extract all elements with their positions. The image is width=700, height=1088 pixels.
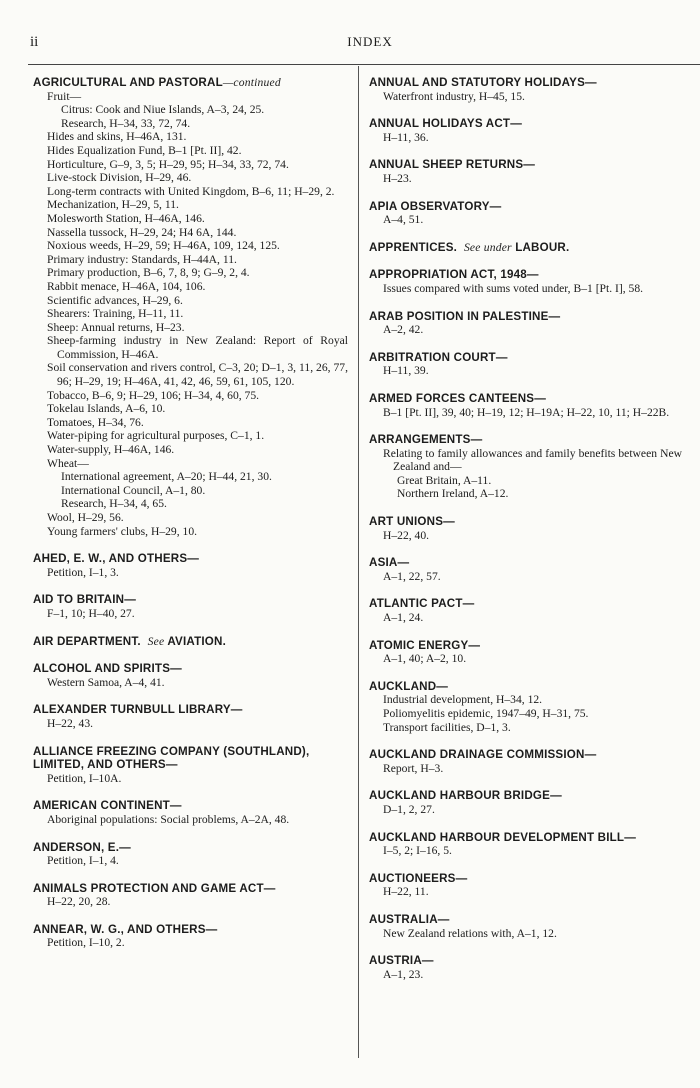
entry-heading: ANIMALS PROTECTION AND GAME ACT— (33, 881, 276, 895)
subentry: Primary industry: Standards, H–44A, 11. (47, 252, 237, 266)
index-entry (369, 241, 682, 255)
entry-heading (369, 241, 682, 255)
cross-reference-target: LABOUR. (515, 240, 570, 254)
entry-heading: ARBITRATION COURT— (369, 350, 508, 364)
subentry: B–1 [Pt. II], 39, 40; H–19, 12; H–19A; H–22, 10, 11; H–22B. (383, 405, 670, 419)
subentry: Wheat— (47, 456, 89, 470)
subentry: Petition, I–10, 2. (47, 936, 125, 950)
subentry: International Council, A–1, 80. (61, 483, 206, 497)
index-entry (369, 872, 682, 899)
index-entry (33, 923, 348, 950)
subentry: Great Britain, A–11. (397, 473, 492, 487)
entry-heading: ARAB POSITION IN PALESTINE— (369, 309, 561, 323)
index-entry (369, 556, 682, 583)
subentry: Nassella tussock, H–29, 24; H4 6A, 144. (47, 225, 237, 239)
subentry: Molesworth Station, H–46A, 146. (47, 211, 205, 225)
index-entry (369, 76, 682, 103)
subentry: Petition, I–1, 4. (47, 854, 119, 868)
index-entry (369, 392, 682, 419)
index-entry (33, 841, 348, 868)
index-entry (369, 117, 682, 144)
subentry: Transport facilities, D–1, 3. (383, 720, 511, 734)
running-head: INDEX (347, 34, 393, 49)
index-entry (369, 748, 682, 775)
column-divider (358, 66, 359, 1058)
index-entry (369, 158, 682, 185)
subentry: H–23. (383, 171, 412, 185)
subentry: Noxious weeds, H–29, 59; H–46A, 109, 124, 125. (47, 239, 280, 253)
entry-heading: ARMED FORCES CANTEENS— (369, 391, 547, 405)
index-entry (369, 639, 682, 666)
index-entry (33, 799, 348, 826)
subentry: Petition, I–10A. (47, 771, 122, 785)
index-entry (369, 789, 682, 816)
subentry: International agreement, A–20; H–44, 21, 30. (61, 470, 272, 484)
entry-heading: ANNUAL HOLIDAYS ACT— (369, 117, 523, 131)
subentry: Scientific advances, H–29, 6. (47, 293, 183, 307)
subentry: Aboriginal populations: Social problems, A–2A, 48. (47, 812, 290, 826)
entry-heading: AUCKLAND DRAINAGE COMMISSION— (369, 748, 597, 762)
subentry: Northern Ireland, A–12. (397, 487, 509, 501)
subentry: Young farmers' clubs, H–29, 10. (47, 524, 198, 538)
heading-text: AIR DEPARTMENT. (33, 634, 141, 648)
subentry: Shearers: Training, H–11, 11. (47, 307, 184, 321)
subentry: Sheep-farming industry in New Zealand: Report of Royal Commission, H–46A. (47, 334, 348, 361)
entry-heading: ALLIANCE FREEZING COMPANY (SOUTHLAND), LIMITED, AND OTHERS— (33, 744, 310, 772)
index-entry (369, 515, 682, 542)
subentry: I–5, 2; I–16, 5. (383, 844, 452, 858)
subentry: Water-supply, H–46A, 146. (47, 443, 175, 457)
index-entry (369, 831, 682, 858)
left-column (33, 76, 348, 950)
subentry: Industrial development, H–34, 12. (383, 693, 543, 707)
cross-reference-target: AVIATION. (167, 634, 227, 648)
index-entry (369, 954, 682, 981)
page-number: ii (30, 34, 39, 50)
subentry: Rabbit menace, H–46A, 104, 106. (47, 279, 206, 293)
index-entry (369, 351, 682, 378)
subentry: Fruit— (47, 89, 82, 103)
subentry: A–1, 22, 57. (383, 569, 441, 583)
entry-heading: ANDERSON, E.— (33, 840, 131, 854)
heading-text: APPRENTICES. (369, 240, 458, 254)
subentry: Tokelau Islands, A–6, 10. (47, 402, 166, 416)
subentry: H–11, 36. (383, 130, 429, 144)
entry-heading: ANNEAR, W. G., AND OTHERS— (33, 922, 218, 936)
subentry: H–11, 39. (383, 364, 429, 378)
entry-heading: AUCKLAND HARBOUR DEVELOPMENT BILL— (369, 830, 637, 844)
index-entry (33, 76, 348, 538)
entry-heading: AUCKLAND HARBOUR BRIDGE— (369, 789, 562, 803)
subentry: H–22, 40. (383, 528, 430, 542)
subentry: Report, H–3. (383, 761, 444, 775)
index-entry (33, 745, 348, 786)
subentry: D–1, 2, 27. (383, 802, 435, 816)
subentry: Tomatoes, H–34, 76. (47, 415, 144, 429)
entry-heading: ANNUAL SHEEP RETURNS— (369, 158, 536, 172)
subentry: H–22, 11. (383, 885, 429, 899)
entry-heading: APIA OBSERVATORY— (369, 199, 502, 213)
index-entry (33, 882, 348, 909)
entry-heading: AID TO BRITAIN— (33, 593, 137, 607)
subentry: Relating to family allowances and family benefits between New Zealand and— (383, 446, 682, 474)
subentry: A–1, 40; A–2, 10. (383, 652, 467, 666)
entry-heading: ARRANGEMENTS— (369, 433, 483, 447)
subentry: Citrus: Cook and Niue Islands, A–3, 24, 25. (61, 103, 265, 117)
subentry: H–22, 43. (47, 716, 94, 730)
entry-heading (33, 635, 348, 649)
subentry: Research, H–34, 33, 72, 74. (61, 116, 191, 130)
entry-heading: AHED, E. W., AND OTHERS— (33, 552, 200, 566)
subentry: Research, H–34, 4, 65. (61, 497, 167, 511)
subentry: New Zealand relations with, A–1, 12. (383, 926, 557, 940)
index-entry (369, 680, 682, 734)
index-entry (369, 310, 682, 337)
entry-heading: APPROPRIATION ACT, 1948— (369, 268, 539, 282)
index-entry (369, 433, 682, 501)
entry-heading: AUCTIONEERS— (369, 871, 468, 885)
entry-heading: AUSTRIA— (369, 954, 434, 968)
heading-text: AGRICULTURAL AND PASTORAL (33, 76, 223, 89)
subentry: A–2, 42. (383, 323, 424, 337)
subentry: Hides and skins, H–46A, 131. (47, 130, 187, 144)
see-reference: See (147, 634, 165, 648)
entry-heading (33, 76, 348, 90)
index-entry (33, 703, 348, 730)
subentry: Western Samoa, A–4, 41. (47, 675, 165, 689)
subentry: Tobacco, B–6, 9; H–29, 106; H–34, 4, 60, 75. (47, 388, 260, 402)
index-entry (369, 200, 682, 227)
continued-note: —continued (222, 76, 281, 89)
subentry: F–1, 10; H–40, 27. (47, 606, 135, 620)
entry-heading: ART UNIONS— (369, 515, 455, 529)
entry-heading: ATOMIC ENERGY— (369, 638, 481, 652)
subentry: A–4, 51. (383, 213, 424, 227)
entry-heading: ATLANTIC PACT— (369, 597, 475, 611)
subentry: Primary production, B–6, 7, 8, 9; G–9, 2, 4. (47, 266, 250, 280)
subentry: Petition, I–1, 3. (47, 565, 119, 579)
subentry: Mechanization, H–29, 5, 11. (47, 198, 179, 212)
entry-heading: AUCKLAND— (369, 679, 449, 693)
subentry: H–22, 20, 28. (47, 895, 111, 909)
subentry: A–1, 23. (383, 967, 424, 981)
index-entry (369, 913, 682, 940)
entry-heading: AMERICAN CONTINENT— (33, 799, 182, 813)
subentry: Poliomyelitis epidemic, 1947–49, H–31, 75. (383, 707, 589, 720)
subentry: A–1, 24. (383, 611, 424, 625)
subentry: Water-piping for agricultural purposes, C–1, 1. (47, 429, 265, 443)
see-reference: See under (463, 240, 512, 254)
subentry: Waterfront industry, H–45, 15. (383, 89, 525, 103)
subentry: Long-term contracts with United Kingdom, B–6, 11; H–29, 2. (47, 184, 335, 198)
index-entry (369, 268, 682, 295)
index-entry (33, 662, 348, 689)
entry-heading: ANNUAL AND STATUTORY HOLIDAYS— (369, 76, 597, 89)
subentry: Sheep: Annual returns, H–23. (47, 320, 185, 334)
entry-heading: ASIA— (369, 556, 410, 570)
index-entry (33, 552, 348, 579)
subentry: Soil conservation and rivers control, C–3, 20; D–1, 3, 11, 26, 77, 96; H–29, 19; H–46A, 41, 42, 46, 59, 61, 105, 120. (47, 361, 348, 389)
right-column (369, 76, 682, 981)
entry-heading: ALCOHOL AND SPIRITS— (33, 662, 182, 676)
index-entry (369, 597, 682, 624)
subentry: Horticulture, G–9, 3, 5; H–29, 95; H–34, 33, 72, 74. (47, 157, 289, 171)
index-entry (33, 593, 348, 620)
entry-heading: AUSTRALIA— (369, 912, 450, 926)
entry-heading: ALEXANDER TURNBULL LIBRARY— (33, 703, 243, 717)
subentry: Wool, H–29, 56. (47, 511, 124, 524)
subentry: Hides Equalization Fund, B–1 [Pt. II], 42. (47, 143, 242, 157)
subentry: Issues compared with sums voted under, B–1 [Pt. I], 58. (383, 281, 644, 295)
header-rule (28, 64, 700, 65)
subentry: Live-stock Division, H–29, 46. (47, 171, 192, 185)
index-entry (33, 635, 348, 649)
